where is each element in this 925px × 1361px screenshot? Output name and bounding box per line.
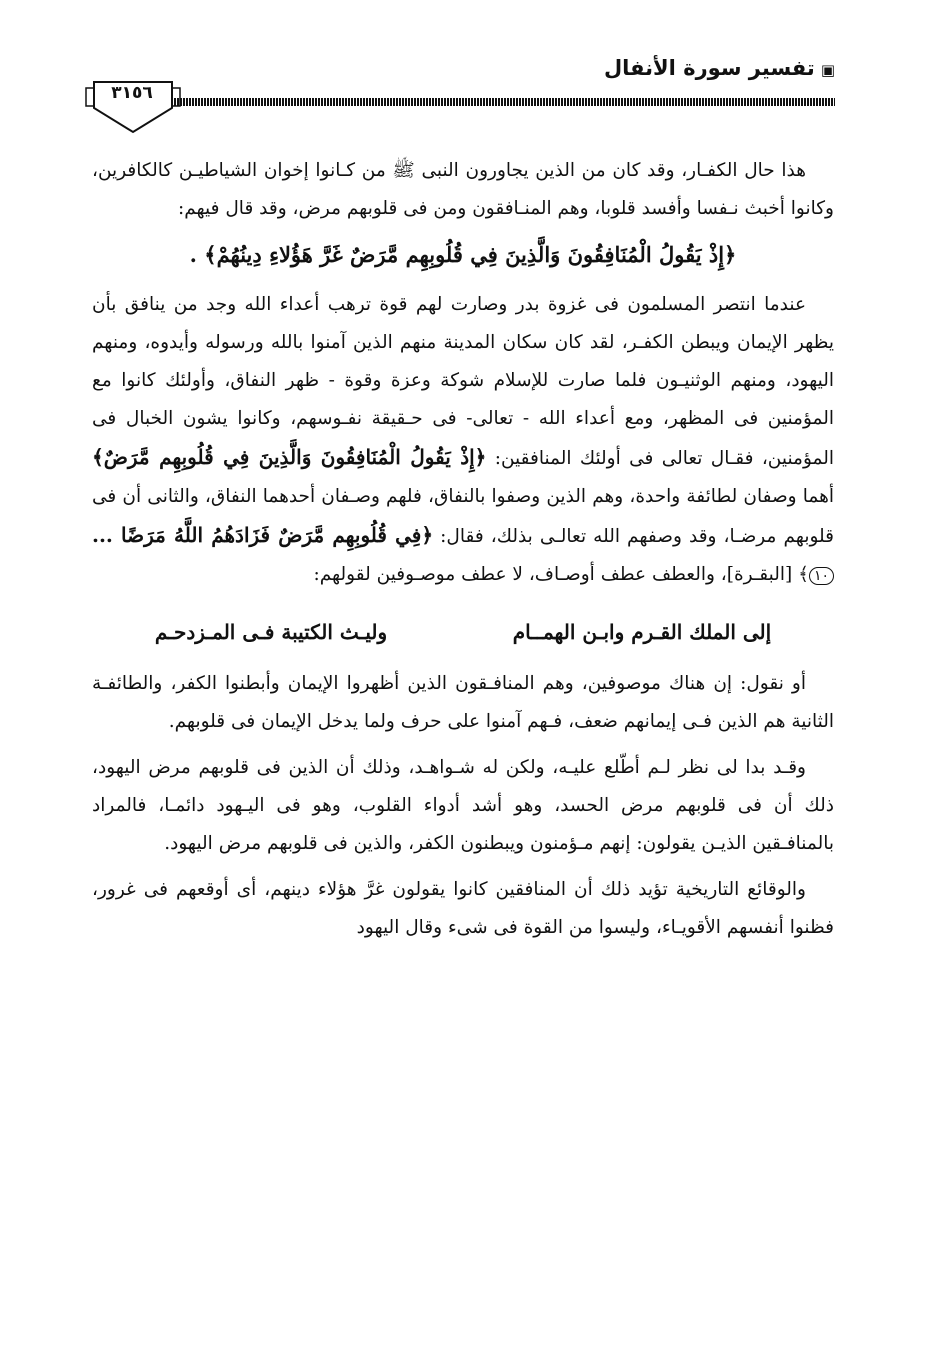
quran-verse: ﴿فِي قُلُوبِهِم مَّرَضٌ فَزَادَهُمُ اللَّهُ مَرَضًا ... (92, 523, 434, 547)
page-header (90, 40, 835, 130)
poem-hemistich-second: وليـث الكتيبة فـى المـزدحـم (154, 620, 388, 644)
paragraph (92, 286, 834, 595)
quran-verse: ﴿إِذْ يَقُولُ الْمُنَافِقُونَ وَالَّذِينَ فِي قُلُوبِهِم مَّرَضٌ﴾ (92, 445, 487, 469)
running-title (604, 56, 835, 80)
paragraph-text: ﴾ [البقـرة]، والعطف عطف أوصـاف، لا عطف موصـوفين لقولهم: (313, 564, 809, 585)
page-number: ٣١٥٦ (111, 83, 153, 103)
verse-number: ١٠ (809, 567, 834, 585)
header-rule (168, 98, 835, 106)
paragraph: والوقائع التاريخية تؤيد ذلك أن المنافقين كانوا يقولون غرَّ هؤلاء دينهم، أى أوقعهم فى غرور، فظنوا أنفسهم الأقويـاء، وليسوا من القوة فى شىء وقال اليهود (92, 879, 834, 938)
paragraph: أو نقول: إن هناك موصوفين، وهم المنافـقون الذين أظهروا الإيمان وأبطنوا الكفر، والطائفـة الثانية هم الذين فـى إيمانهم ضعف، فـهم آمنوا على حرف ولما يدخل الإيمان فى قلوبهم. (92, 673, 834, 732)
paragraph-text: عندما انتصر المسلمون فى غزوة بدر وصارت لهم قوة ترهب أعداء الله وجد من ينافق بأن يظهر الإيمان ويبطن الكفـر، لقد كان سكان المدينة منهم الذين آمنوا بالله ورسوله وأيدوه، ومنهم اليهود، ومنهم الوثنيـون فلما صارت للإسلام شوكة وعزة وقوة - ظهر النفاق، وأولئك كانوا مع المؤمنين فى المظهر، ومع أعداء الله - تعالى- فى حـقيقة نفـوسهم، وكانوا يشون الخبال فى المؤمنين، فقـال تعالى فى أولئك المنافقين: (92, 294, 834, 469)
quran-verse: ﴿إِذْ يَقُولُ الْمُنَافِقُونَ وَالَّذِينَ فِي قُلُوبِهِم مَّرَضٌ غَرَّ هَؤُلاءِ دِينُهُمْ﴾ . (189, 242, 737, 267)
paragraph-text: أهما وصفان لطائفة واحدة، وهم الذين وصفوا بالنفاق، فلهم وصـفان أحدهما النفاق، والثانى أن فى قلوبهم مرضـا، وقد وصفهم الله تعالـى بذلك، فقال: (92, 486, 834, 547)
paragraph: هذا حال الكفـار، وقد كان من الذين يجاورون النبى ﷺ من كـانوا إخوان الشياطيـن كالكافرين، وكانوا أخبث نـفسا وأفسد قلوبا، وهم المنـافقون ومن فى قلوبهم مرض، وقد قال فيهم: (92, 160, 834, 219)
book-title: تفسير سورة الأنفال (603, 56, 815, 80)
poem-hemistich-first: إلى الملك القـرم وابـن الهمــام (512, 620, 772, 644)
ornament-icon: ▣ (820, 61, 835, 79)
page-body (92, 152, 834, 955)
poem-verse (92, 613, 834, 651)
paragraph: وقـد بدا لى نظر لـم أطّلع عليـه، ولكن له شـواهـد، وذلك أن الذين فى قلوبهم مرض اليهود، ذلك أن فى قلوبهم مرض الحسد، وهو أشد أدواء القلوب، وهو فى اليـهود دائمـا، فالمراد بالمنافـقين الذيـن يقولون: إنهم مـؤمنون ويبطنون الكفر، والذين فى قلوبهم مرض اليهود. (92, 757, 834, 854)
